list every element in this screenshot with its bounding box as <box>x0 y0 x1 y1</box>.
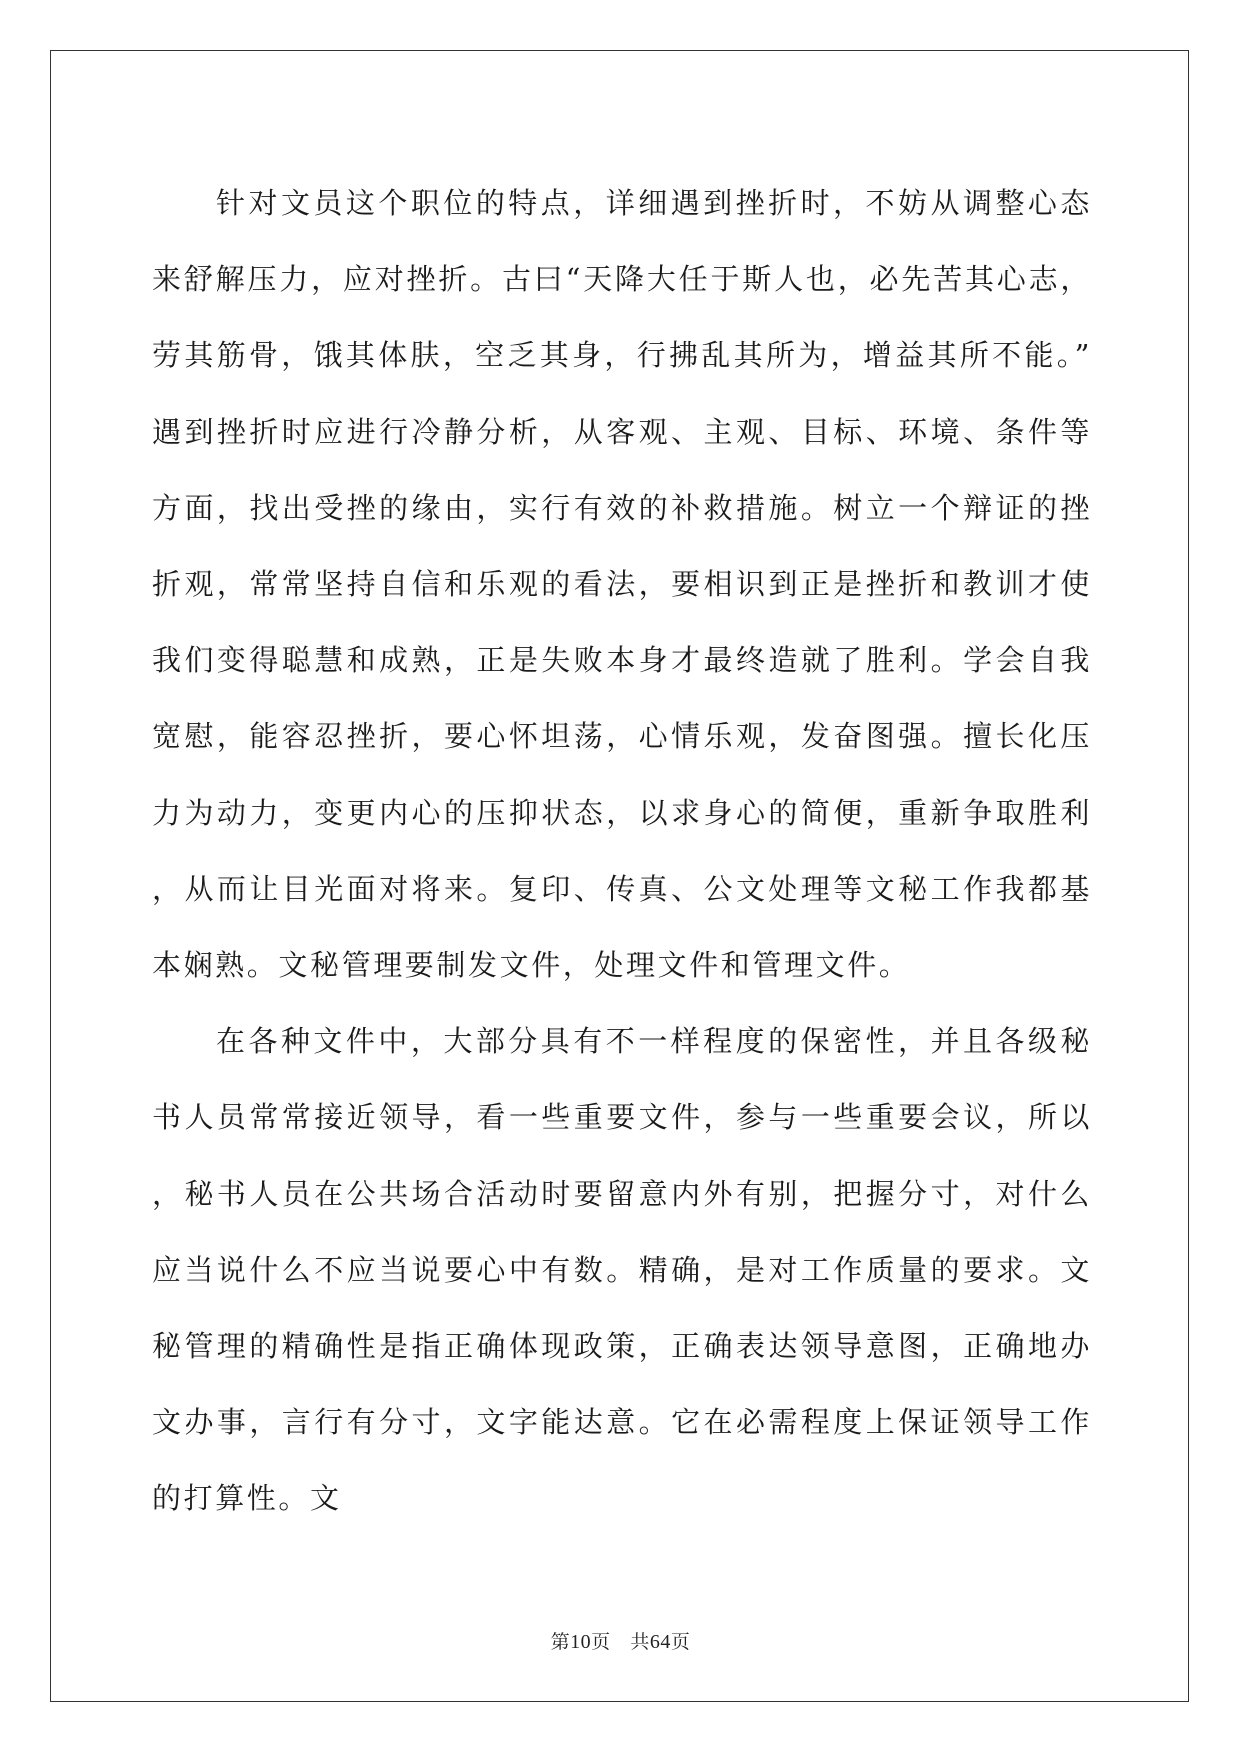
total-prefix: 共 <box>630 1631 650 1653</box>
current-page-number: 10 <box>570 1631 592 1653</box>
page-number-footer <box>0 1627 1241 1654</box>
total-suffix: 页 <box>670 1631 691 1653</box>
paragraph-1: 针对文员这个职位的特点，详细遇到挫折时，不妨从调整心态来舒解压力，应对挫折。古曰“天降大任于斯人也，必先苦其心志，劳其筋骨，饿其体肤，空乏其身，行拂乱其所为，增益其所不能。”遇到挫折时应进行冷静分析，从客观、主观、目标、环境、条件等方面，找出受挫的缘由，实行有效的补救措施。树立一个辩证的挫折观，常常坚持自信和乐观的看法，要相识到正是挫折和教训才使我们变得聪慧和成熟，正是失败本身才最终造就了胜利。学会自我宽慰，能容忍挫折，要心怀坦荡，心情乐观，发奋图强。擅长化压力为动力，变更内心的压抑状态，以求身心的简便，重新争取胜利，从而让目光面对将来。复印、传真、公文处理等文秘工作我都基本娴熟。文秘管理要制发文件，处理文件和管理文件。 <box>152 186 1092 983</box>
document-body <box>152 165 1092 1537</box>
page-suffix: 页 <box>591 1631 611 1653</box>
total-pages-number: 64 <box>649 1631 671 1653</box>
page-prefix: 第 <box>550 1631 571 1653</box>
paragraph-2: 在各种文件中，大部分具有不一样程度的保密性，并且各级秘书人员常常接近领导，看一些重要文件，参与一些重要会议，所以，秘书人员在公共场合活动时要留意内外有别，把握分寸，对什么应当说什么不应当说要心中有数。精确，是对工作质量的要求。文秘管理的精确性是指正确体现政策，正确表达领导意图，正确地办文办事，言行有分寸，文字能达意。它在必需程度上保证领导工作的打算性。文 <box>152 1024 1092 1516</box>
